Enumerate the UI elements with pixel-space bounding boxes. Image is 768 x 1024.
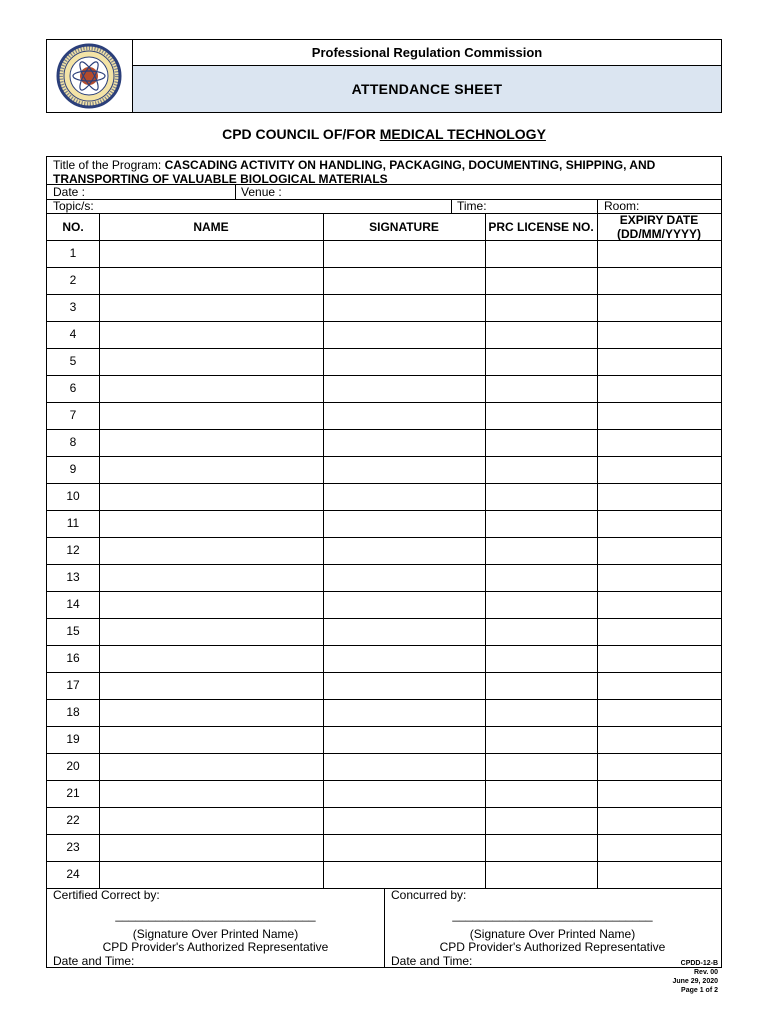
council-name: MEDICAL TECHNOLOGY	[379, 126, 546, 142]
col-header-no: NO.	[62, 219, 84, 234]
org-name: Professional Regulation Commission	[133, 40, 721, 66]
revision: Rev. 00	[694, 969, 718, 976]
logo-cell	[47, 40, 133, 112]
concurred-role: CPD Provider's Authorized Representative	[439, 940, 666, 954]
topics-label: Topic/s:	[53, 199, 94, 213]
row-number: 23	[66, 840, 80, 854]
room-label: Room:	[604, 199, 640, 213]
col-header-expiry: EXPIRY DATE (DD/MM/YYYY)	[617, 212, 701, 241]
concurred-date-label: Date and Time:	[391, 954, 473, 968]
row-number: 21	[66, 786, 80, 800]
program-label: Title of the Program:	[53, 158, 165, 172]
row-number: 17	[66, 678, 80, 692]
row-number: 9	[69, 462, 77, 476]
concurred-signature-caption: (Signature Over Printed Name)	[469, 927, 636, 941]
document-header	[46, 39, 722, 113]
certified-signature-line: ______________________________	[115, 908, 316, 922]
row-number: 10	[66, 489, 80, 503]
form-code: CPDD-12-B	[680, 960, 718, 967]
row-number: 14	[66, 597, 80, 611]
date-label: Date :	[53, 185, 86, 199]
row-number: 18	[66, 705, 80, 719]
row-number: 2	[69, 273, 77, 287]
col-header-name: NAME	[193, 219, 229, 234]
row-number: 20	[66, 759, 80, 773]
row-number: 1	[69, 246, 77, 260]
program-name: CASCADING ACTIVITY ON HANDLING, PACKAGING, DOCUMENTING, SHIPPING, AND TRANSPORTING OF VALUABLE BIOLOGICAL MATERIALS	[53, 158, 656, 186]
council-heading	[46, 126, 722, 142]
row-number: 24	[66, 867, 80, 881]
concurred-signature-line: ______________________________	[452, 908, 653, 922]
row-number: 16	[66, 651, 80, 665]
sheet-title: ATTENDANCE SHEET	[133, 66, 721, 112]
certified-signature-caption: (Signature Over Printed Name)	[132, 927, 299, 941]
row-number: 19	[66, 732, 80, 746]
row-number: 3	[69, 300, 77, 314]
venue-label: Venue :	[241, 185, 282, 199]
row-number: 15	[66, 624, 80, 638]
row-number: 13	[66, 570, 80, 584]
row-number: 4	[69, 327, 77, 341]
revision-date: June 29, 2020	[672, 978, 718, 985]
certified-role: CPD Provider's Authorized Representative	[102, 940, 329, 954]
row-number: 12	[66, 543, 80, 557]
document-control-info	[672, 959, 718, 995]
certified-date-label: Date and Time:	[53, 954, 135, 968]
program-title	[53, 158, 713, 186]
council-prefix: CPD COUNCIL OF/FOR	[222, 126, 380, 142]
row-number: 6	[69, 381, 77, 395]
row-number: 5	[69, 354, 77, 368]
page-number: Page 1 of 2	[681, 987, 718, 994]
row-number: 7	[69, 408, 77, 422]
col-header-signature: SIGNATURE	[369, 219, 439, 234]
time-label: Time:	[457, 199, 487, 213]
row-number: 8	[69, 435, 77, 449]
concurred-label: Concurred by:	[391, 888, 467, 902]
certified-label: Certified Correct by:	[53, 888, 160, 902]
row-number: 11	[66, 516, 80, 530]
attendance-form	[46, 156, 722, 968]
row-number: 22	[66, 813, 80, 827]
col-header-license: PRC LICENSE NO.	[488, 219, 594, 234]
prc-seal-logo	[54, 43, 124, 109]
